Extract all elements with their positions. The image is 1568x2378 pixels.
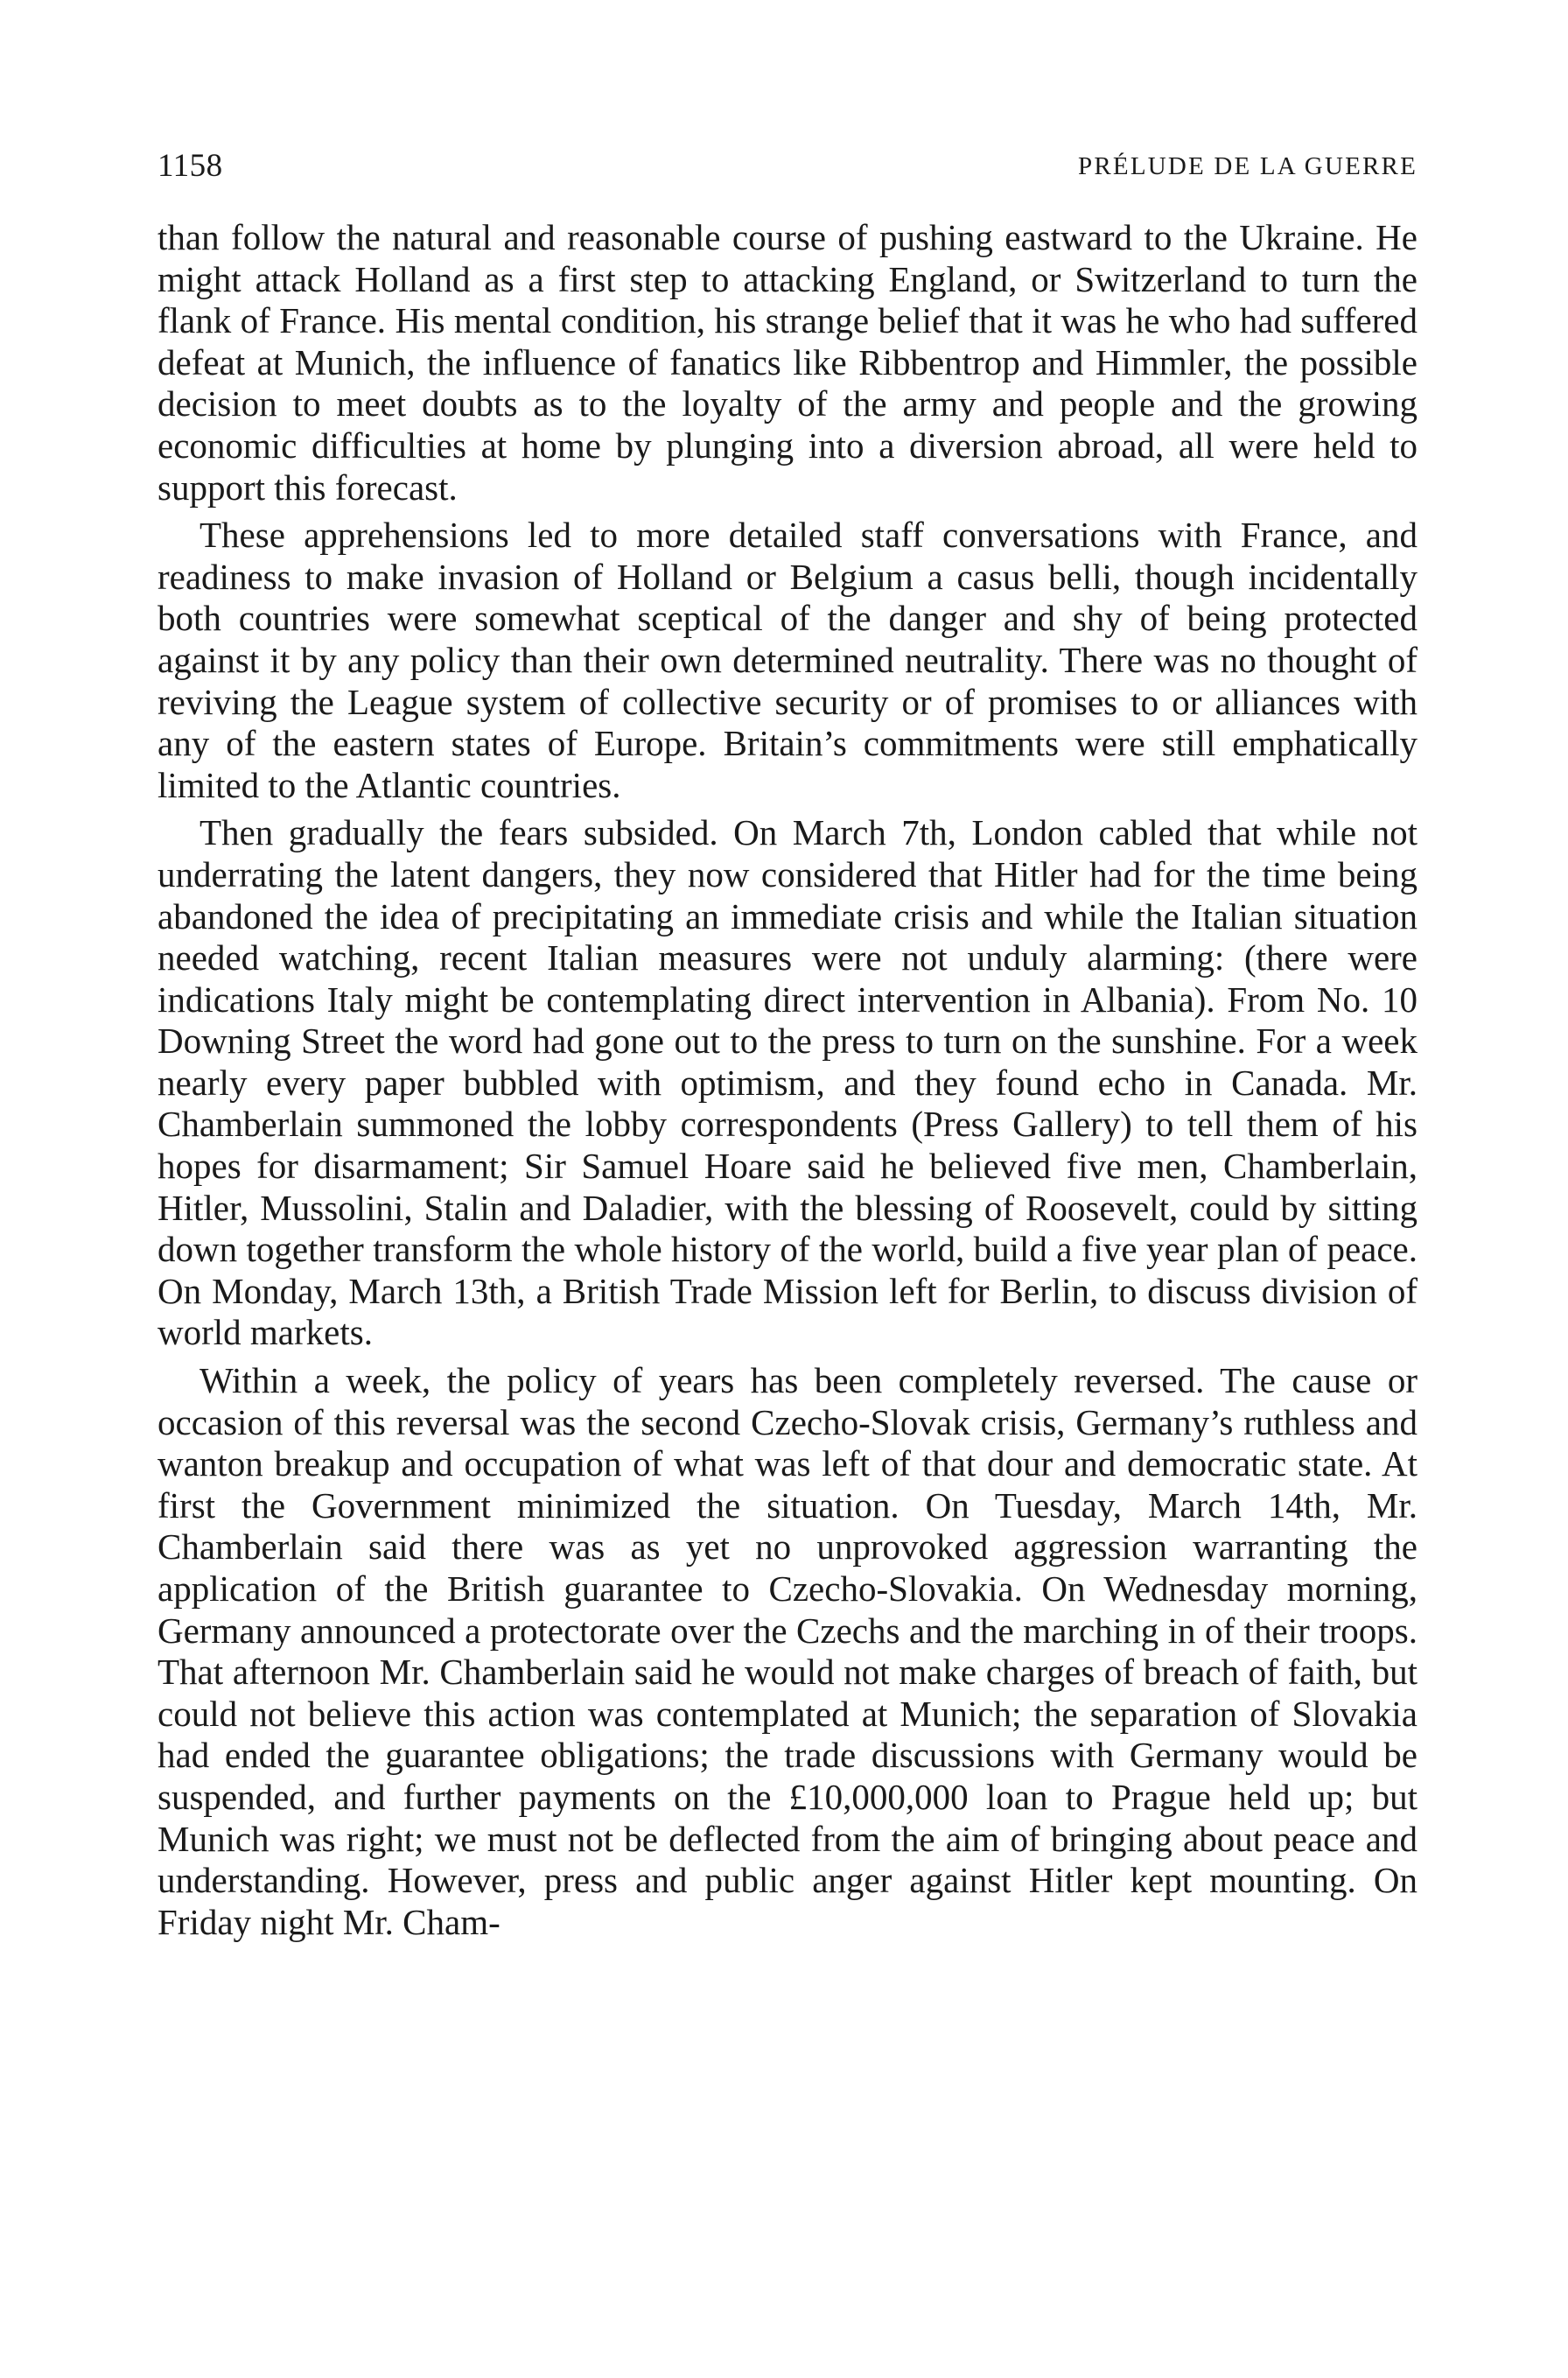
paragraph-3: Then gradually the fears subsided. On March 7th, London cabled that while not underrating the latent dangers, they now considered that Hitler had for the time being abandoned the idea of precipitating an immediate crisis and while the Italian situation needed watching, recent Italian measures were not unduly alarming: (there were indications Italy might be contemplating direct intervention in Albania). From No. 10 Downing Street the word had gone out to the press to turn on the sunshine. For a week nearly every paper bubbled with optimism, and they found echo in Canada. Mr. Chamberlain summoned the lobby correspondents (Press Gallery) to tell them of his hopes for disarmament; Sir Samuel Hoare said he believed five men, Chamberlain, Hitler, Mussolini, Stalin and Daladier, with the blessing of Roosevelt, could by sitting down together transform the whole history of the world, build a five year plan of peace. On Monday, March 13th, a British Trade Mission left for Berlin, to discuss division of world markets. bbox=[158, 812, 1418, 1353]
paragraph-2: These apprehensions led to more detailed staff conversations with France, and readiness to make invasion of Holland or Belgium a casus belli, though incidentally both countries were somewhat sceptical of the danger and shy of being protected against it by any policy than their own determined neutrality. There was no thought of reviving the League system of collective security or of promises to or alliances with any of the eastern states of Europe. Britain’s commitments were still emphatically limited to the Atlantic countries. bbox=[158, 515, 1418, 805]
body-text bbox=[158, 217, 1418, 1943]
running-title: PRÉLUDE DE LA GUERRE bbox=[1078, 152, 1418, 180]
page-header bbox=[158, 147, 1418, 191]
page-number: 1158 bbox=[158, 148, 223, 184]
paragraph-4: Within a week, the policy of years has been completely reversed. The cause or occasion of this reversal was the second Czecho-Slovak crisis, Germany’s ruthless and wanton breakup and occupation of what was left of that dour and democratic state. At first the Government minimized the situation. On Tuesday, March 14th, Mr. Chamberlain said there was as yet no unprovoked aggression warranting the application of the British guarantee to Czecho-Slovakia. On Wednesday morning, Germany announced a protectorate over the Czechs and the marching in of their troops. That afternoon Mr. Chamberlain said he would not make charges of breach of faith, but could not believe this action was contemplated at Munich; the separation of Slovakia had ended the guarantee obligations; the trade discussions with Germany would be suspended, and further payments on the £10,000,000 loan to Prague held up; but Munich was right; we must not be deflected from the aim of bringing about peace and understanding. However, press and public anger against Hitler kept mounting. On Friday night Mr. Cham- bbox=[158, 1360, 1418, 1942]
paragraph-1: than follow the natural and reasonable course of pushing eastward to the Ukraine. He might attack Holland as a first step to attacking England, or Switzerland to turn the flank of France. His mental condition, his strange belief that it was he who had suffered defeat at Munich, the influence of fanatics like Ribbentrop and Himmler, the possible decision to meet doubts as to the loyalty of the army and people and the growing economic difficulties at home by plunging into a diversion abroad, all were held to support this forecast. bbox=[158, 217, 1418, 508]
